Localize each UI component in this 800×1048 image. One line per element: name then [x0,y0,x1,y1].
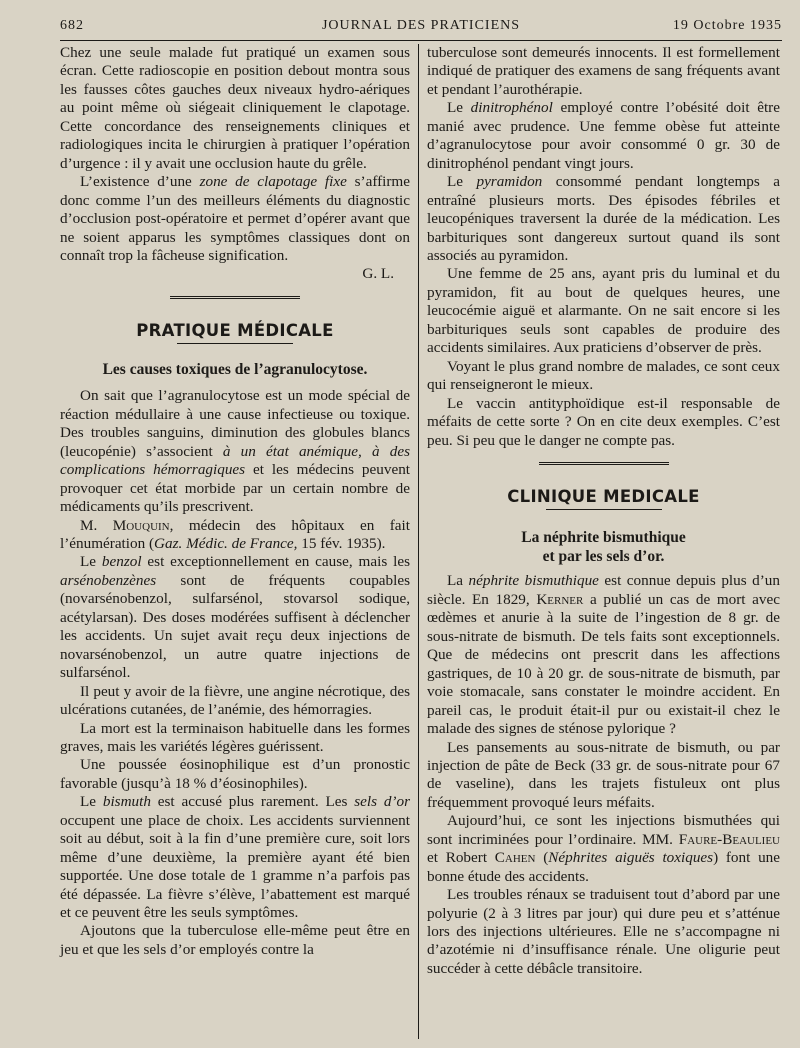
paragraph: Aujourd’hui, ce sont les injections bismuthées qui sont incriminées pour l’ordinaire. MM. Faure-Beaulieu et Robert Cahen (Néphrites aiguës toxiques) font une bonne étude des accidents. [427,812,781,885]
paragraph: On sait que l’agranulocytose est un mode spécial de réaction médullaire à une cause infectieuse ou toxique. Des troubles sanguins, diminution des globules blancs (leucopénie) s’associent à un état anémique, à des complications hémorragiques et les médecins peuvent provoquer cet état morbide par un certain nombre de médicaments qu’ils prescrivent. [60,387,411,516]
journal-title: JOURNAL DES PRATICIENS [321,18,521,33]
left-column [60,44,410,959]
paragraph: Le pyramidon consommé pendant longtemps a entraîné plusieurs morts. Des épisodes fébriles et leucopéniques traversent la durée de la médication. Les barbituriques sont dangereux surtout quand ils sont associés au pyramidon. [427,173,780,264]
signature: G. L. [362,265,394,283]
section-title: CLINIQUE MEDICALE [507,486,700,506]
paragraph: Une poussée éosinophilique est d’un pronostic favorable (jusqu’à 18 % d’éosinophiles). [60,756,410,792]
title-underline [546,509,662,510]
paragraph: Le dinitrophénol employé contre l’obésité doit être manié avec prudence. Une femme obèse fut atteinte d’agranulocytose pour avoir consommé 0 gr. 30 de dinitrophénol pendant vingt jours. [427,99,780,172]
section-title: PRATIQUE MÉDICALE [136,320,334,340]
article-title-line: et par les sels d’or. [542,548,665,566]
header-rule [60,40,782,41]
paragraph: L’existence d’une zone de clapotage fixe s’affirme donc comme l’un des meilleurs éléments du diagnostic d’occlusion post-opératoire et permet d’opérer avant que ne soient apparus les symptômes classiques dont on connaît trop la fâcheuse signification. [60,173,410,264]
paragraph: Le vaccin antityphoïdique est-il responsable de méfaits de cette sorte ? On en cite deux exemples. C’est peu. Si peu que le danger ne compte pas. [427,394,780,449]
paragraph: Les pansements au sous-nitrate de bismuth, ou par injection de pâte de Beck (33 gr. de sous-nitrate pour 67 de vaseline), dans les trajets fistuleux ont plus fréquemment provoqué leurs méfaits. [427,738,780,811]
paragraph: La néphrite bismuthique est connue depuis plus d’un siècle. En 1829, Kerner a publié un cas de mort avec œdèmes et anurie à la suite de l’ingestion de 8 gr. de sous-nitrate de bismuth. De tels faits sont exceptionnels. Que de médecins ont prescrit dans les affections gastriques, de 10 à 20 gr. de sous-nitrate de bismuth, par voie stomacale, sans constater le moindre accident. En pareil cas, le produit était-il pur ou existait-il chez le malade des signes de sténose pylorique ? [427,572,780,738]
issue-date: 19 Octobre 1935 [672,18,782,33]
paragraph: M. Mouquin, médecin des hôpitaux en fait l’énumération (Gaz. Médic. de France, 15 fév. 1935). [60,516,410,552]
paragraph: Voyant le plus grand nombre de malades, ce sont ceux qui renseigneront le mieux. [427,357,780,394]
article-title: Les causes toxiques de l’agranulocytose. [102,361,368,379]
paragraph: Le bismuth est accusé plus rarement. Les sels d’or occupent une place de choix. Les accidents surviennent soit au début, soit à la fin d’une première cure, soit lors même d’une deuxième, la première ayant été bien supportée. Une dose totale de 1 gramme n’a parfois pas été dépassée. La fièvre s’élève, l’abattement est marqué et ce peuvent être les seuls symptômes. [60,793,410,922]
paragraph: Ajoutons que la tuberculose elle-même peut être en jeu et que les sels d’or employés contre la [60,922,410,958]
article-title-line: La néphrite bismuthique [521,529,686,547]
running-header [60,14,782,38]
double-rule [170,296,300,302]
page-number: 682 [60,18,84,33]
signature-line [60,265,410,283]
column-divider [418,44,419,1039]
right-column [427,44,780,978]
paragraph: Il peut y avoir de la fièvre, une angine nécrotique, des ulcérations cutanées, de l’anémie, des hémorragies. [60,682,410,719]
title-underline [177,343,293,344]
article-title [427,528,780,566]
paragraph: Une femme de 25 ans, ayant pris du luminal et du pyramidon, fit au bout de quelques heures, une leucocémie aiguë et alarmante. On ne sait encore si les barbituriques seuls sont capables de produire des accidents similaires. Aux praticiens d’observer de près. [427,265,780,357]
paragraph: tuberculose sont demeurés innocents. Il est formellement indiqué de pratiquer des examens de sang fréquents avant et pendant l’aurothérapie. [427,44,780,98]
double-rule [539,462,669,468]
paragraph: Chez une seule malade fut pratiqué un examen sous écran. Cette radioscopie en position debout montra sous les fausses côtes gauches deux niveaux hydro-aériques au point même où siégeait cliniquement le clapotage. Cette concordance des renseignements cliniques et radiologiques incita le chirurgien à pratiquer l’opération d’urgence : il y avait une occlusion haute du grêle. [60,44,410,172]
paragraph: Le benzol est exceptionnellement en cause, mais les arsénobenzènes sont de fréquents coupables (novarsénobenzol, sulfarsénol, stovarsol sodique, acétylarsan). Des doses modérées suffisent à déclencher les accidents. Un sujet avait reçu deux injections de novarsénobenzol, un autre quatre injections de sulfarsénol. [60,553,410,682]
paragraph: La mort est la terminaison habituelle dans les formes graves, mais les variétés légères guérissent. [60,719,410,755]
paragraph: Les troubles rénaux se traduisent tout d’abord par une polyurie (2 à 3 litres par jour) qui dure peu et s’atténue lors des injections ultérieures. Elle ne s’accompagne ni d’azotémie ni d’insuffisance rénale. Une oligurie peut succéder à cette débâcle transitoire. [427,886,780,977]
